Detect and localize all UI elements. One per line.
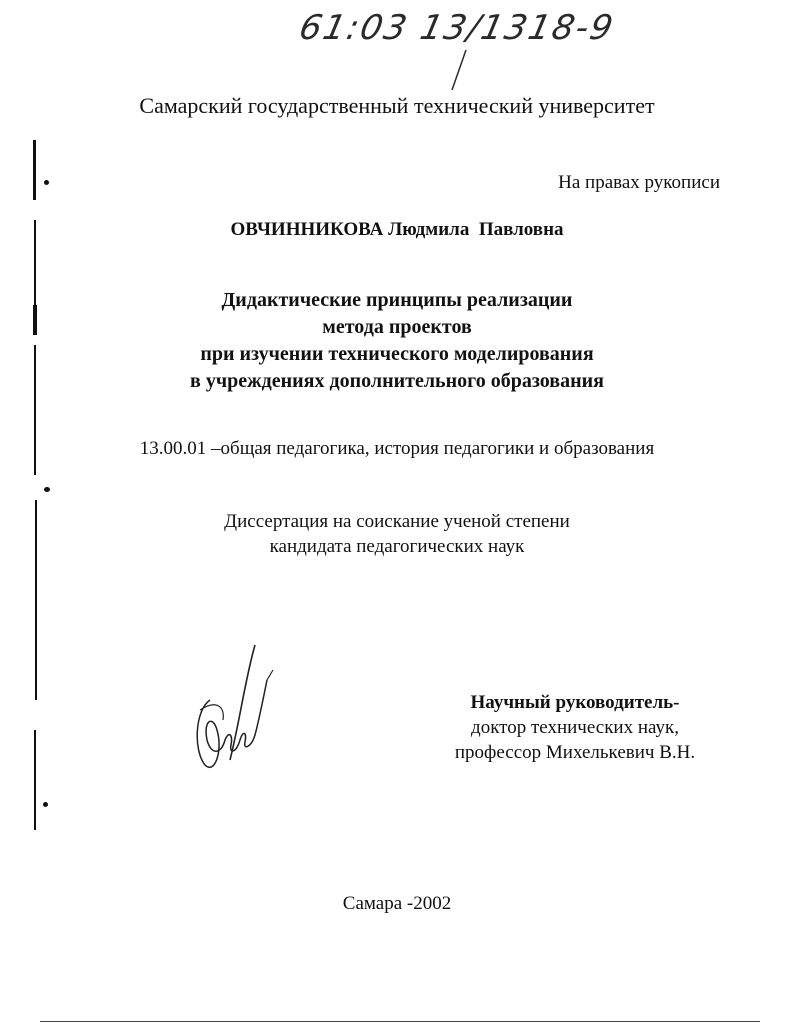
degree-line: кандидата педагогических наук [269, 536, 525, 557]
title-line: метода проектов [322, 316, 472, 338]
signature [185, 640, 285, 780]
scan-margin-dot [43, 802, 48, 807]
title-line: в учреждениях дополнительного образования [190, 370, 604, 392]
scan-bottom-edge [40, 1021, 760, 1022]
advisor-label: Научный руководитель- [470, 692, 680, 713]
author [0, 219, 794, 241]
scan-margin-mark [33, 140, 36, 200]
archive-mark-stroke [446, 48, 476, 93]
scan-margin-mark [34, 730, 36, 830]
archive-mark: 61:03 13/1318-9 [295, 8, 619, 48]
scan-margin-dot [44, 487, 50, 492]
title-line: Дидактические принципы реализации [221, 289, 573, 311]
rights-note: На правах рукописи [558, 172, 720, 193]
degree-statement [0, 509, 794, 559]
city-year: Самара -2002 [342, 893, 452, 914]
title-line: при изучении технического моделирования [200, 343, 594, 365]
university-name: Самарский государственный технический университет [139, 93, 655, 118]
dissertation-title [0, 287, 794, 395]
degree-line: Диссертация на соискание ученой степени [224, 511, 570, 532]
specialty-code: 13.00.01 –общая педагогика, история педагогики и образования [139, 438, 655, 459]
scientific-advisor [425, 690, 725, 765]
advisor-degree: доктор технических наук, [471, 717, 679, 738]
author-given-names: Людмила Павловна [388, 219, 564, 240]
scan-margin-dot [44, 180, 49, 185]
author-surname: ОВЧИННИКОВА [230, 219, 384, 240]
advisor-name: профессор Михелькевич В.Н. [454, 742, 696, 763]
